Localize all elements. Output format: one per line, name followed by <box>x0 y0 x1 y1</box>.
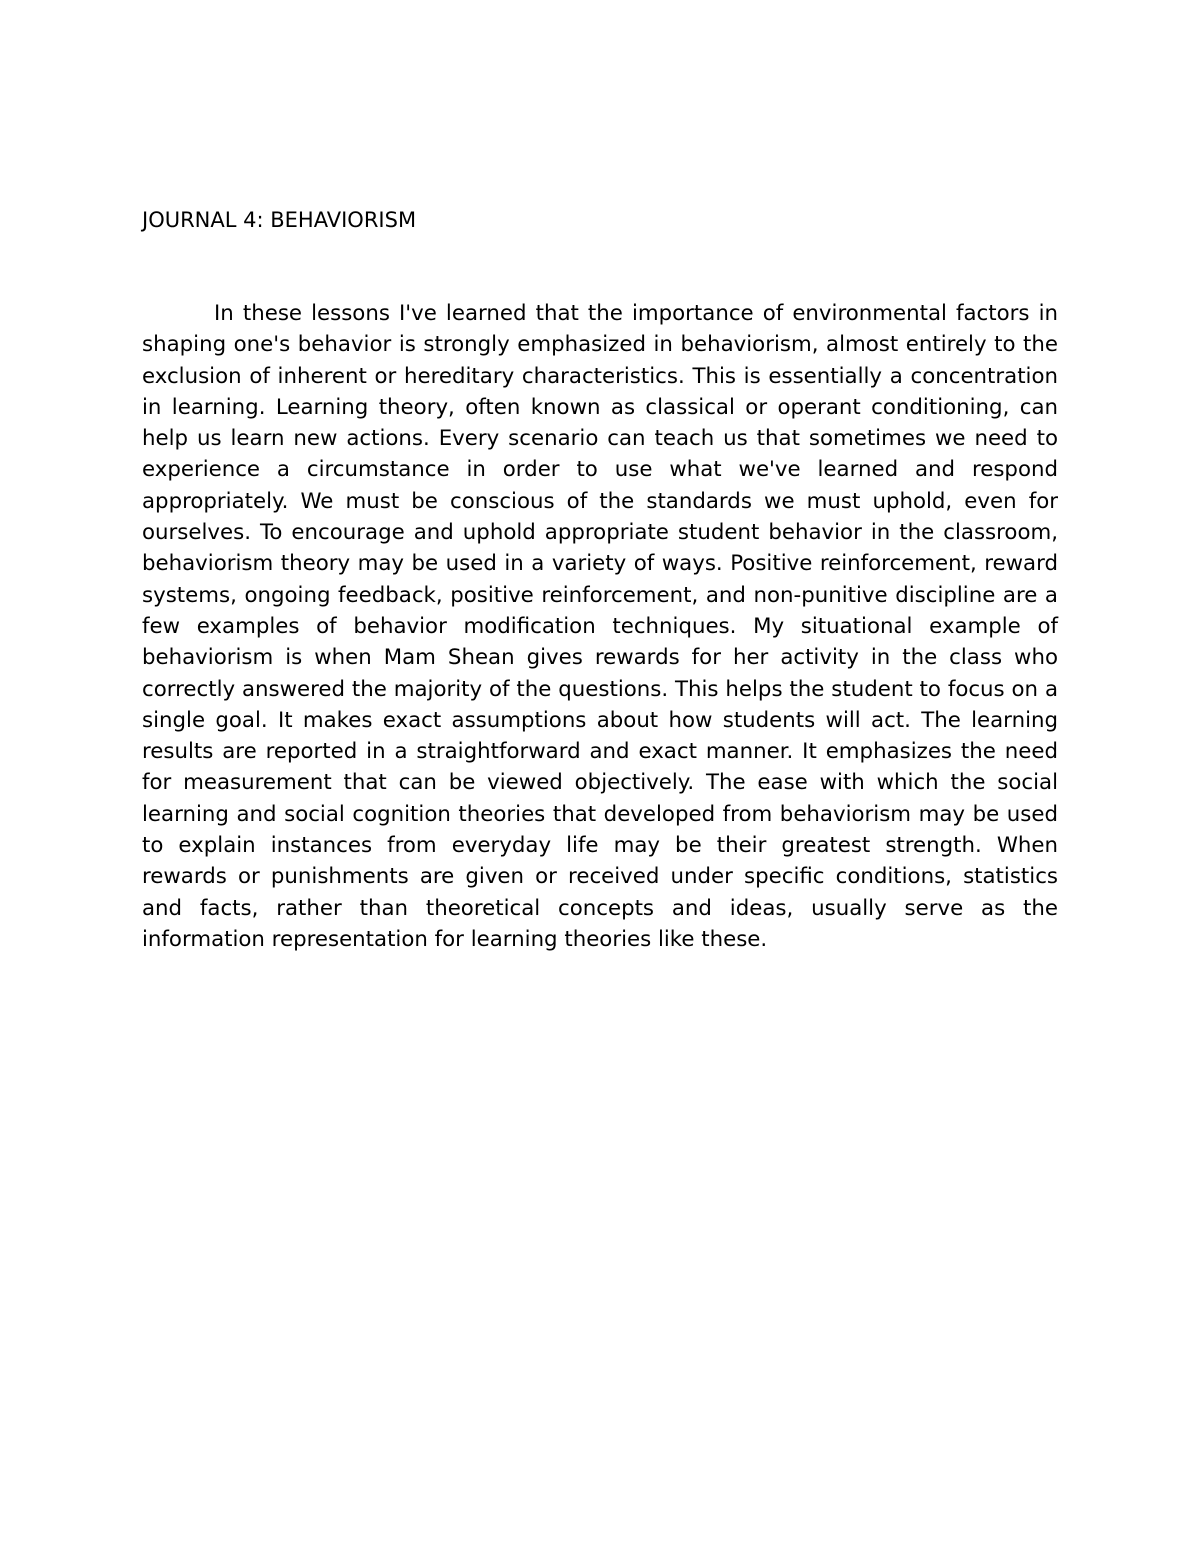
body-paragraph: In these lessons I've learned that the importance of environmental factors in shaping one's behavior is strongly emphasized in behaviorism, almost entirely to the exclusion of inherent or hereditary characteristics. This is essentially a concentration in learning. Learning theory, often known as classical or operant conditioning, can help us learn new actions. Every scenario can teach us that sometimes we need to experience a circumstance in order to use what we've learned and respond appropriately. We must be conscious of the standards we must uphold, even for ourselves. To encourage and uphold appropriate student behavior in the classroom, behaviorism theory may be used in a variety of ways. Positive reinforcement, reward systems, ongoing feedback, positive reinforcement, and non-punitive discipline are a few examples of behavior modification techniques. My situational example of behaviorism is when Mam Shean gives rewards for her activity in the class who correctly answered the majority of the questions. This helps the student to focus on a single goal. It makes exact assumptions about how students will act. The learning results are reported in a straightforward and exact manner. It emphasizes the need for measurement that can be viewed objectively. The ease with which the social learning and social cognition theories that developed from behaviorism may be used to explain instances from everyday life may be their greatest strength. When rewards or punishments are given or received under specific conditions, statistics and facts, rather than theoretical concepts and ideas, usually serve as the information representation for learning theories like these. <box>142 301 1058 952</box>
document-title: JOURNAL 4: BEHAVIORISM <box>142 208 417 232</box>
